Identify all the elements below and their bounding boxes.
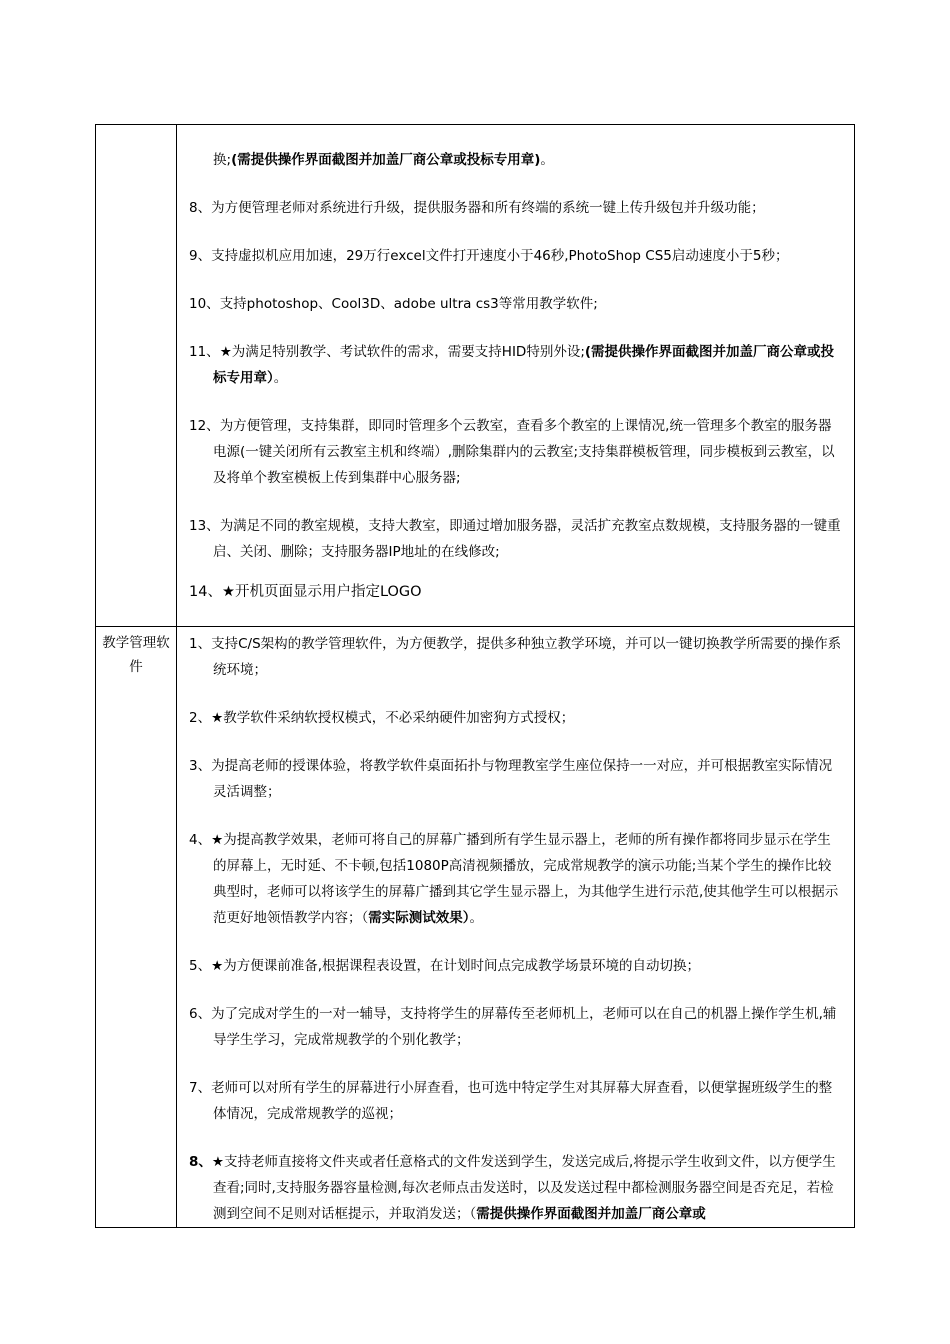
row-content xyxy=(177,627,855,1228)
item-text: (需提供操作界面截图并加盖厂商公章或投标专用章) xyxy=(231,152,541,168)
spacer xyxy=(189,269,844,291)
spacer xyxy=(189,1053,844,1075)
list-item xyxy=(189,581,844,603)
item-text: (需提供操作界面截图并加盖厂商公章或投标专用章） xyxy=(213,344,835,386)
item-text: 老师可以对所有学生的屏幕进行小屏查看，也可选中特定学生对其屏幕大屏查看，以便掌握班级学生的整体情况，完成常规教学的巡视； xyxy=(211,1080,833,1122)
item-number: 9、 xyxy=(189,248,212,264)
list-item xyxy=(189,291,844,317)
item-text: 为了完成对学生的一对一辅导，支持将学生的屏幕传至老师机上，老师可以在自己的机器上操作学生机,辅导学生学习，完成常规教学的个别化教学； xyxy=(211,1006,837,1048)
spacer xyxy=(189,391,844,413)
spacer xyxy=(189,317,844,339)
spacer xyxy=(189,731,844,753)
item-number: 5、 xyxy=(189,958,212,974)
item-number: 8、 xyxy=(189,200,212,216)
row-label xyxy=(96,125,177,627)
row-label: 教学管理软件 xyxy=(96,627,177,1228)
item-text: ★开机页面显示用户指定LOGO xyxy=(221,584,422,600)
item-number: 10、 xyxy=(189,296,220,312)
item-text: ★为满足特别教学、考试软件的需求，需要支持HID特别外设; xyxy=(219,344,585,360)
item-text: ★为方便课前准备,根据课程表设置，在计划时间点完成教学场景环境的自动切换； xyxy=(211,958,700,974)
spacer xyxy=(189,683,844,705)
list-item xyxy=(189,195,844,221)
list-item xyxy=(189,339,844,391)
item-text: 为提高老师的授课体验，将教学软件桌面拓扑与物理教室学生座位保持一一对应，并可根据教室实际情况灵活调整； xyxy=(211,758,833,800)
list-item xyxy=(189,413,844,491)
item-number: 13、 xyxy=(189,518,220,534)
item-number: 2、 xyxy=(189,710,212,726)
list-item xyxy=(189,827,844,931)
item-text: 。 xyxy=(273,370,288,386)
spacer xyxy=(189,173,844,195)
list-item xyxy=(189,753,844,805)
list-item xyxy=(189,1075,844,1127)
item-number: 11、 xyxy=(189,344,220,360)
item-number: 3、 xyxy=(189,758,212,774)
list-item xyxy=(189,147,844,173)
item-number: 7、 xyxy=(189,1080,212,1096)
row-content xyxy=(177,125,855,627)
list-item xyxy=(189,1149,844,1227)
item-number: 1、 xyxy=(189,636,212,652)
item-text: 为方便管理，支持集群，即同时管理多个云教室，查看多个教室的上课情况,统一管理多个教室的服务器电源(一键关闭所有云教室主机和终端）,删除集群内的云教室;支持集群模板管理，同步模板到云教室，以及将单个教室模板上传到集群中心服务器; xyxy=(213,418,835,486)
spacer xyxy=(189,1127,844,1149)
item-text: ★支持老师直接将文件夹或者任意格式的文件发送到学生，发送完成后,将提示学生收到文件，以方便学生查看;同时,支持服务器容量检测,每次老师点击发送时，以及发送过程中都检测服务器空间是否充足，若检测到空间不足则对话框提示，并取消发送；（ xyxy=(211,1154,836,1222)
list-item xyxy=(189,513,844,565)
table-row xyxy=(96,125,855,627)
item-text: 支持虚拟机应用加速，29万行excel文件打开速度小于46秒,PhotoShop CS5启动速度小于5秒； xyxy=(211,248,789,264)
item-text: 。 xyxy=(469,910,483,926)
list-item xyxy=(189,631,844,683)
item-number: 12、 xyxy=(189,418,220,434)
list-item xyxy=(189,705,844,731)
spacer xyxy=(189,565,844,581)
item-number: 14、 xyxy=(189,584,222,600)
item-text: 需提供操作界面截图并加盖厂商公章或 xyxy=(476,1206,706,1222)
table-row xyxy=(96,627,855,1228)
list-item xyxy=(189,1001,844,1053)
item-number: 6、 xyxy=(189,1006,212,1022)
item-text: 为方便管理老师对系统进行升级，提供服务器和所有终端的系统一键上传升级包并升级功能； xyxy=(211,200,765,216)
item-text: ★教学软件采纳软授权模式，不必采纳硬件加密狗方式授权； xyxy=(211,710,575,726)
list-item xyxy=(189,243,844,269)
list-item xyxy=(189,953,844,979)
spacer xyxy=(189,221,844,243)
spacer xyxy=(189,805,844,827)
item-number: 8、 xyxy=(189,1154,212,1170)
spacer xyxy=(189,979,844,1001)
item-number: 4、 xyxy=(189,832,212,848)
item-text: 换; xyxy=(213,152,232,168)
item-text: 支持C/S架构的教学管理软件，为方便教学，提供多种独立教学环境，并可以一键切换教学所需要的操作系统环境； xyxy=(211,636,842,678)
item-text: 为满足不同的教室规模，支持大教室，即通过增加服务器，灵活扩充教室点数规模，支持服务器的一键重启、关闭、删除；支持服务器IP地址的在线修改; xyxy=(213,518,841,560)
spacer xyxy=(189,125,844,147)
spacer xyxy=(189,491,844,513)
spacer xyxy=(189,931,844,953)
item-text: 支持photoshop、Cool3D、adobe ultra cs3等常用教学软件; xyxy=(219,296,598,312)
item-text: 。 xyxy=(540,152,554,168)
item-text: 需实际测试效果） xyxy=(368,910,470,926)
item-text: ★为提高教学效果，老师可将自己的屏幕广播到所有学生显示器上，老师的所有操作都将同步显示在学生的屏幕上，无时延、不卡顿,包括1080P高清视频播放，完成常规教学的演示功能;当某个学生的操作比较典型时，老师可以将该学生的屏幕广播到其它学生显示器上，为其他学生进行示范,使其他学生可以根据示范更好地领悟教学内容；（ xyxy=(211,832,839,926)
spec-table xyxy=(95,124,855,1228)
